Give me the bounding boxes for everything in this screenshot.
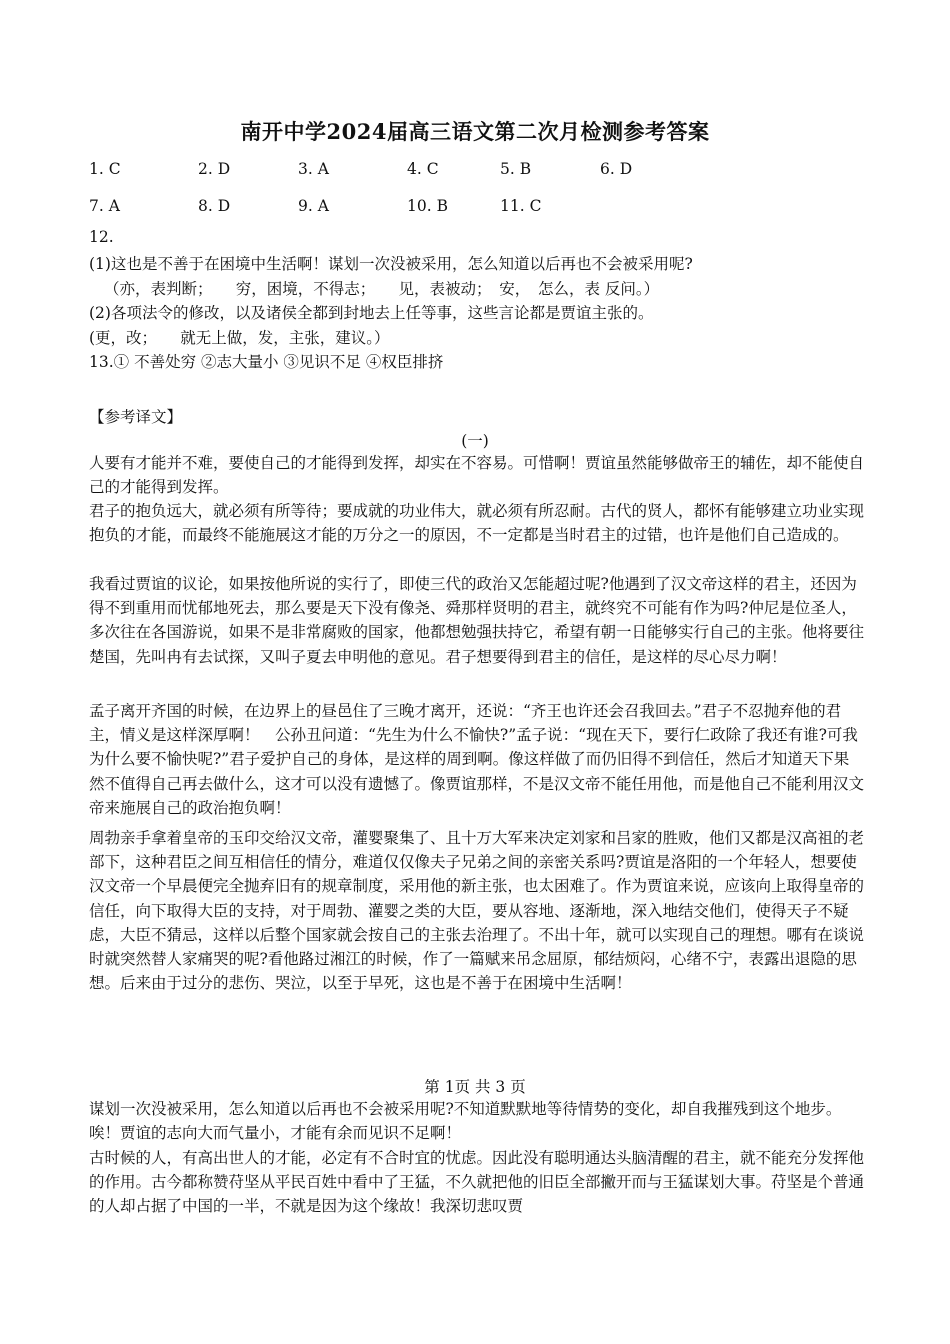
q12-sentence-1: (1)这也是不善于在困境中生活啊！谋划一次没被采用，怎么知道以后再也不会被采用呢? — [89, 255, 693, 273]
answer-11: 11. C — [500, 197, 542, 215]
answer-1: 1. C — [89, 160, 121, 178]
translation-paragraph-5: 周勃亲手拿着皇帝的玉印交给汉文帝，灌婴聚集了、且十万大军来决定刘家和吕家的胜败，他们又都是汉高祖的老部下，这种君臣之间互相信任的情分，难道仅仅像夫子兄弟之间的亲密关系吗?贾谊是洛阳的一个年轻人，想要使汉文帝一个早晨便完全抛弃旧有的规章制度，采用他的新主张，也太困难了。作为贾谊来说，应该向上取得皇帝的信任，向下取得大臣的支持，对于周勃、灌婴之类的大臣，要从容地、逐渐地，深入地结交他们，使得天子不疑虑，大臣不猜忌，这样以后整个国家就会按自己的主张去治理了。不出十年，就可以实现自己的理想。哪有在谈说时就突然替人家痛哭的呢?看他路过湘江的时候，作了一篇赋来吊念屈原，郁结烦闷，心绪不宁，表露出退隐的思想。后来由于过分的悲伤、哭泣，以至于早死，这也是不善于在困境中生活啊！ — [89, 829, 865, 993]
answer-9: 9. A — [298, 197, 329, 215]
page2-paragraph-1: 谋划一次没被采用，怎么知道以后再也不会被采用呢?不知道默默地等待情势的变化，却自我摧残到这个地步。唉！贾谊的志向大而气量小，才能有余而见识不足啊！ — [89, 1100, 842, 1143]
answer-4: 4. C — [407, 160, 439, 178]
page-title: 南开中学2024届高三语文第二次月检测参考答案 — [240, 119, 710, 144]
answer-5: 5. B — [500, 160, 532, 178]
q13-answer: 13.① 不善处穷 ②志大量小 ③见识不足 ④权臣排挤 — [89, 353, 444, 371]
translation-paragraph-4: 孟子离开齐国的时候，在边界上的昼邑住了三晚才离开，还说：“齐王也许还会召我回去。”君子不忍抛弃他的君主，情义是这样深厚啊！ 公孙丑问道：“先生为什么不愉快?”孟子说：“现在天下，要行仁政除了我还有谁?可我为什么要不愉快呢?”君子爱护自己的身体，是这样的周到啊。像这样做了而仍旧得不到信任，然后才知道天下果然不值得自己再去做什么，这才可以没有遗憾了。像贾谊那样，不是汉文帝不能任用他，而是他自己不能利用汉文帝来施展自己的政治抱负啊！ — [89, 702, 865, 817]
answer-7: 7. A — [89, 197, 120, 215]
translation-heading: 【参考译文】 — [89, 408, 183, 426]
translation-paragraph-2: 君子的抱负远大，就必须有所等待；要成就的功业伟大，就必须有所忍耐。古代的贤人，都怀有能够建立功业实现抱负的才能，而最终不能施展这才能的万分之一的原因，不一定都是当时君主的过错，也许是他们自己造成的。 — [89, 502, 865, 545]
q12-number: 12. — [89, 228, 114, 246]
answer-8: 8. D — [198, 197, 231, 215]
page-footer: 第 1页 共 3 页 — [424, 1078, 526, 1096]
q12-note-2: (更，改； 就无上做，发，主张，建议。） — [89, 329, 390, 347]
translation-paragraph-1: 人要有才能并不难，要使自己的才能得到发挥，却实在不容易。可惜啊！贾谊虽然能够做帝王的辅佐，却不能使自己的才能得到发挥。 — [89, 454, 865, 497]
translation-paragraph-3: 我看过贾谊的议论，如果按他所说的实行了，即使三代的政治又怎能超过呢?他遇到了汉文帝这样的君主，还因为得不到重用而忧郁地死去，那么要是天下没有像尧、舜那样贤明的君主，就终究不可能有作为吗?仲尼是位圣人，多次往在各国游说，如果不是非常腐败的国家，他都想勉强扶持它，希望有朝一日能够实行自己的主张。他将要往楚国，先叫冉有去试探，又叫子夏去申明他的意见。君子想要得到君主的信任，是这样的尽心尽力啊！ — [89, 575, 865, 666]
answer-6: 6. D — [600, 160, 633, 178]
answer-10: 10. B — [407, 197, 448, 215]
section-marker: (一) — [461, 432, 489, 450]
answer-2: 2. D — [198, 160, 231, 178]
answer-3: 3. A — [298, 160, 329, 178]
page2-paragraph-2: 古时候的人，有高出世人的才能，必定有不合时宜的忧虑。因此没有聪明通达头脑清醒的君主，就不能充分发挥他的作用。古今都称赞苻坚从平民百姓中看中了王猛，不久就把他的旧臣全部撇开而与王猛谋划大事。苻坚是个普通的人却占据了中国的一半，不就是因为这个缘故！我深切悲叹贾 — [89, 1149, 865, 1216]
q12-sentence-2: (2)各项法令的修改，以及诸侯全都到封地去上任等事，这些言论都是贾谊主张的。 — [89, 304, 654, 322]
q12-note-1: （亦，表判断； 穷，困境，不得志； 见，表被动； 安， 怎么，表 反问。） — [104, 280, 660, 298]
